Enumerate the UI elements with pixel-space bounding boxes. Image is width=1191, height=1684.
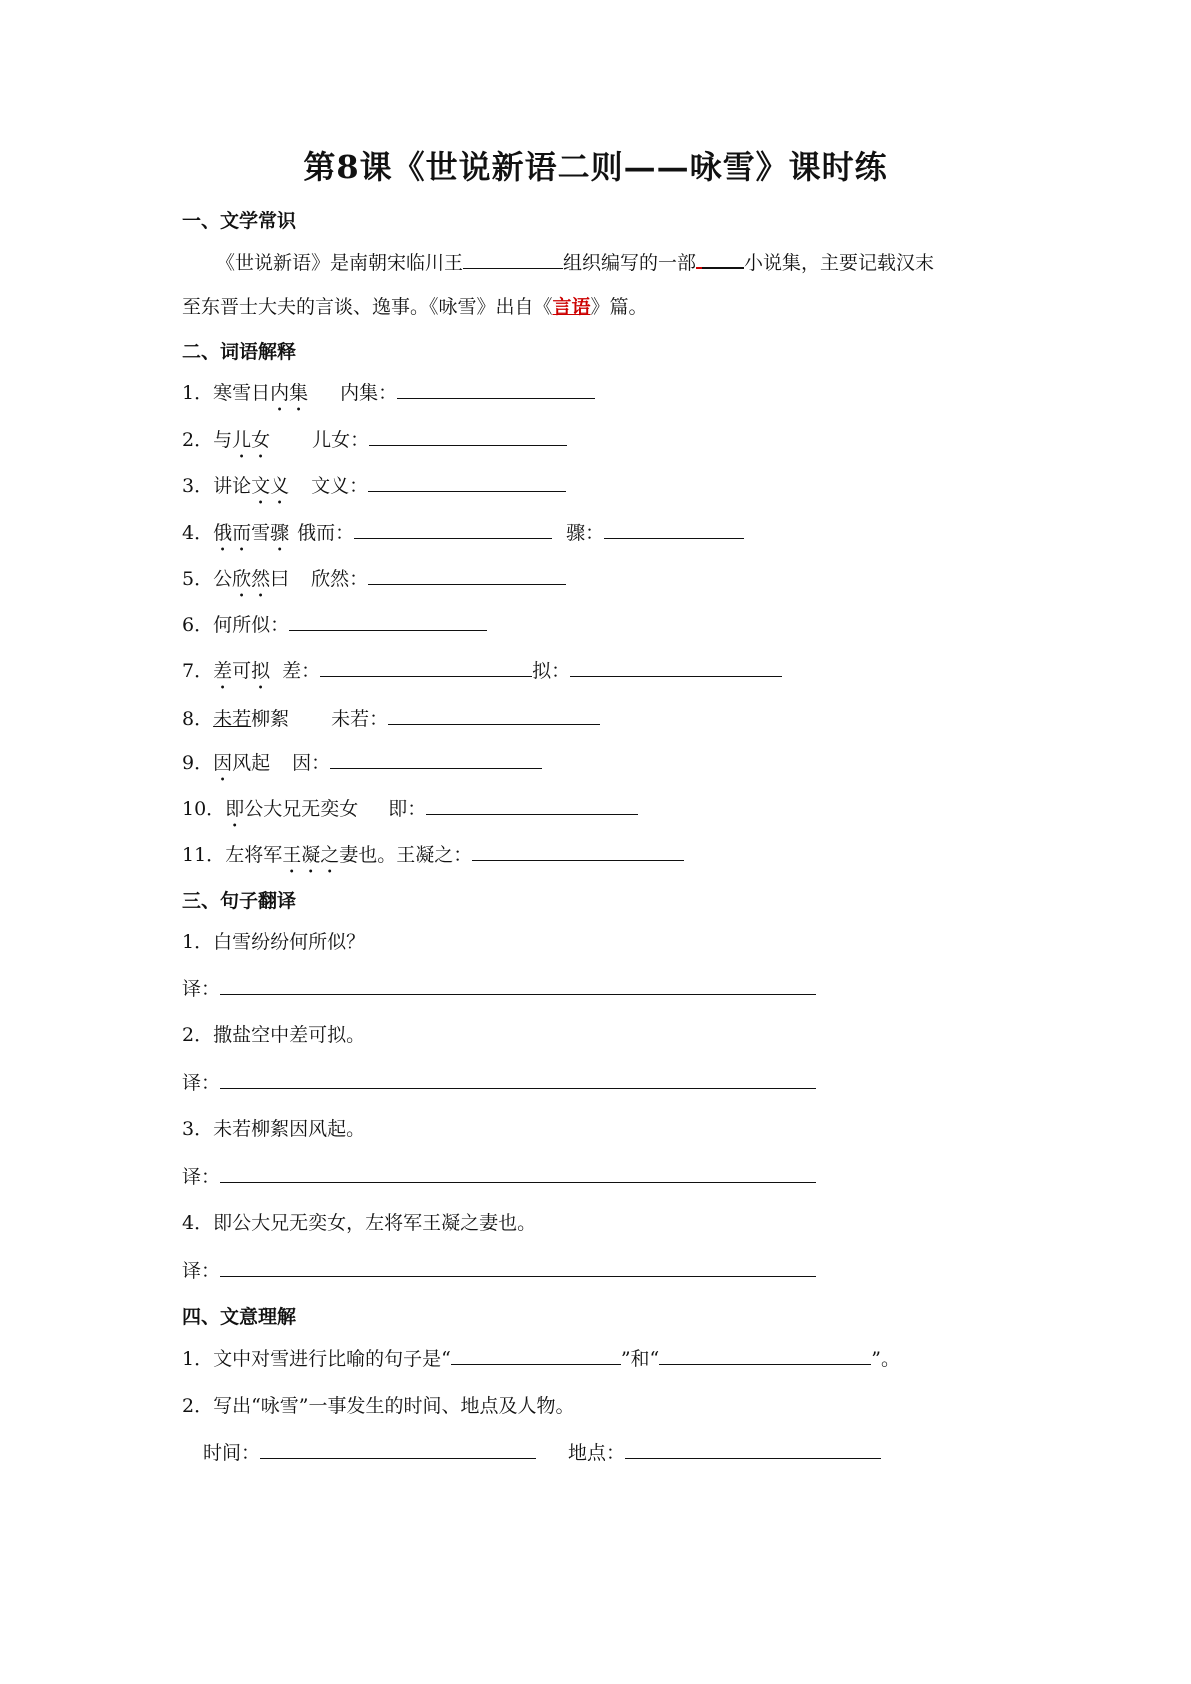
blank-answer[interactable] — [220, 1070, 816, 1089]
literature-line-1 — [216, 248, 934, 275]
blank-answer[interactable] — [451, 1346, 621, 1365]
text: ”。 — [871, 1348, 900, 1370]
num: 3． — [182, 475, 214, 497]
num: 2． — [182, 429, 214, 451]
text: 至东晋士大夫的言谈、逸事。《咏雪》出自《 — [182, 296, 553, 318]
text: 左将军 — [225, 844, 283, 866]
label: 时间： — [203, 1442, 261, 1464]
text: 妻也。 — [339, 844, 397, 866]
text: 讲论 — [213, 475, 252, 497]
dotted-char: 而 — [232, 522, 252, 544]
dotted-char: 之 — [320, 844, 340, 866]
comprehension-answer-2 — [203, 1438, 881, 1465]
text: ”和“ — [620, 1348, 660, 1370]
label: 王凝之： — [396, 844, 473, 866]
dotted-char: 王 — [282, 844, 302, 866]
label: 即： — [388, 798, 427, 820]
text: 与 — [213, 429, 233, 451]
comprehension-question-1 — [182, 1344, 900, 1371]
blank-author[interactable] — [463, 250, 563, 269]
blank-answer[interactable] — [368, 566, 566, 585]
label: 内集： — [340, 382, 398, 404]
text: 1．文中对雪进行比喻的句子是“ — [182, 1348, 451, 1370]
label: 拟： — [532, 660, 571, 682]
text: 公大兄无奕女 — [244, 798, 359, 820]
dotted-char: 差 — [213, 660, 233, 682]
num: 7． — [182, 660, 214, 682]
underlined-text: 未若 — [213, 708, 252, 730]
label: 儿女： — [312, 429, 370, 451]
section-heading-literature: 一、文学常识 — [182, 210, 297, 232]
blank-place[interactable] — [625, 1440, 881, 1459]
translation-question-3: 3．未若柳絮因风起。 — [182, 1118, 366, 1140]
blank-answer[interactable] — [368, 473, 566, 492]
translation-answer-3 — [182, 1162, 816, 1189]
num: 10． — [182, 798, 226, 820]
text: 曰 — [270, 568, 290, 590]
dotted-char: 欣 — [232, 568, 252, 590]
blank-answer[interactable] — [570, 658, 782, 677]
translation-answer-1 — [182, 974, 816, 1001]
vocab-item-8 — [182, 704, 600, 731]
vocab-item-4 — [182, 518, 744, 545]
vocab-item-5 — [182, 564, 566, 591]
blank-answer[interactable] — [330, 750, 542, 769]
label: 因： — [292, 752, 331, 774]
dotted-char: 儿 — [232, 429, 252, 451]
label: 欣然： — [311, 568, 369, 590]
blank-answer[interactable] — [220, 1164, 816, 1183]
label: 译： — [182, 1072, 221, 1094]
blank-answer[interactable] — [472, 842, 684, 861]
text: 雪 — [251, 522, 271, 544]
label: 地点： — [568, 1442, 626, 1464]
dotted-char: 内 — [270, 382, 290, 404]
blank-answer[interactable] — [354, 520, 552, 539]
text: 柳絮 — [251, 708, 290, 730]
vocab-item-1 — [182, 378, 595, 405]
label: 骤： — [566, 522, 605, 544]
blank-genre[interactable] — [696, 249, 744, 269]
translation-question-2: 2．撒盐空中差可拟。 — [182, 1024, 366, 1046]
dotted-char: 集 — [289, 382, 309, 404]
dotted-char: 即 — [225, 798, 245, 820]
section-heading-vocab: 二、词语解释 — [182, 341, 297, 363]
text: 可 — [232, 660, 252, 682]
label: 差： — [282, 660, 321, 682]
blank-answer[interactable] — [604, 520, 744, 539]
blank-time[interactable] — [260, 1440, 536, 1459]
dotted-char: 义 — [270, 475, 290, 497]
vocab-item-3 — [182, 471, 566, 498]
text: 《世说新语》是南朝宋临川王 — [216, 252, 464, 274]
blank-answer[interactable] — [289, 612, 487, 631]
text: 公 — [213, 568, 233, 590]
label: 俄而： — [297, 522, 355, 544]
vocab-item-11 — [182, 840, 684, 867]
blank-answer[interactable] — [426, 796, 638, 815]
dotted-char: 文 — [251, 475, 271, 497]
vocab-item-10 — [182, 794, 638, 821]
section-heading-translation: 三、句子翻译 — [182, 890, 297, 912]
dotted-char: 女 — [251, 429, 271, 451]
comprehension-question-2: 2．写出“咏雪”一事发生的时间、地点及人物。 — [182, 1395, 575, 1417]
dotted-char: 骤 — [270, 522, 290, 544]
num: 4． — [182, 522, 214, 544]
answer-yanyu: 言语 — [552, 296, 591, 318]
page-title: 第8课《世说新语二则——咏雪》课时练 — [303, 148, 888, 186]
text: 》篇。 — [590, 296, 648, 318]
blank-answer[interactable] — [659, 1346, 871, 1365]
translation-question-4: 4．即公大兄无奕女，左将军王凝之妻也。 — [182, 1212, 537, 1234]
text: 寒雪日 — [213, 382, 271, 404]
vocab-item-6 — [182, 610, 487, 637]
blank-answer[interactable] — [220, 976, 816, 995]
num: 8． — [182, 708, 214, 730]
blank-answer[interactable] — [388, 706, 600, 725]
vocab-item-9 — [182, 748, 542, 775]
label: 文义： — [311, 475, 369, 497]
num: 9． — [182, 752, 214, 774]
vocab-item-7 — [182, 656, 782, 683]
num: 5． — [182, 568, 214, 590]
text: 组织编写的一部 — [563, 252, 697, 274]
num: 6． — [182, 614, 214, 636]
dotted-char: 因 — [213, 752, 233, 774]
blank-answer[interactable] — [220, 1258, 816, 1277]
label: 译： — [182, 978, 221, 1000]
num: 1． — [182, 382, 214, 404]
dotted-char: 然 — [251, 568, 271, 590]
text: 小说集，主要记载汉末 — [744, 252, 935, 274]
label: 未若： — [331, 708, 389, 730]
blank-answer[interactable] — [369, 427, 567, 446]
translation-answer-2 — [182, 1068, 816, 1095]
vocab-item-2 — [182, 425, 567, 452]
text: 风起 — [232, 752, 271, 774]
translation-answer-4 — [182, 1256, 816, 1283]
dotted-char: 拟 — [251, 660, 271, 682]
dotted-char: 凝 — [301, 844, 321, 866]
text: 何所似： — [213, 614, 290, 636]
blank-answer[interactable] — [320, 658, 532, 677]
label: 译： — [182, 1166, 221, 1188]
blank-answer[interactable] — [397, 380, 595, 399]
num: 11． — [182, 844, 226, 866]
translation-question-1: 1．白雪纷纷何所似？ — [182, 931, 366, 953]
label: 译： — [182, 1260, 221, 1282]
literature-line-2 — [182, 292, 648, 319]
section-heading-comprehension: 四、文意理解 — [182, 1306, 297, 1328]
dotted-char: 俄 — [213, 522, 233, 544]
